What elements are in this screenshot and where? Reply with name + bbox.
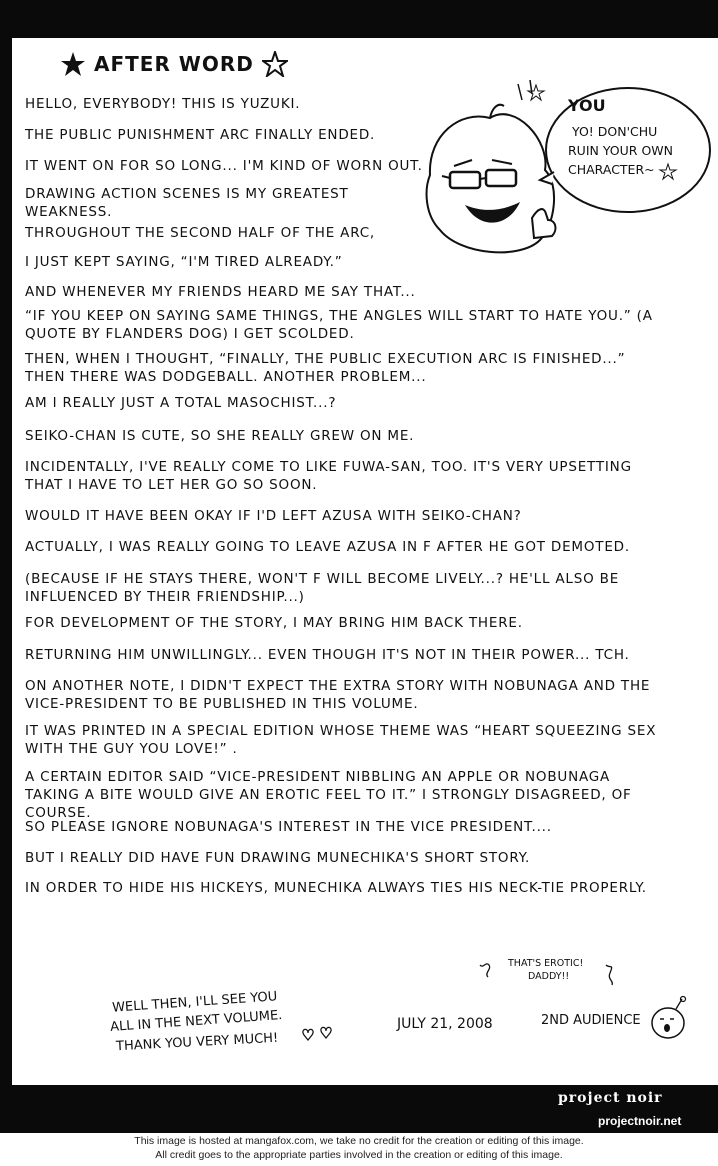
body-line: THEN, WHEN I THOUGHT, “FINALLY, THE PUBLIC EXECUTION ARC IS FINISHED...” THEN THERE WAS DODGEBALL. ANOTHER PROBLEM... (25, 351, 626, 385)
body-line: THROUGHOUT THE SECOND HALF OF THE ARC, (25, 225, 376, 241)
body-line: A CERTAIN EDITOR SAID “VICE-PRESIDENT NIBBLING AN APPLE OR NOBUNAGA TAKING A BITE WOULD GIVE AN EROTIC FEEL TO IT.” I STRONGLY DISAGREED, OF COURSE. (25, 769, 632, 821)
speech-bubble-line: CHARACTER~ (568, 162, 655, 177)
scanlation-logo (548, 1090, 710, 1130)
body-line: FOR DEVELOPMENT OF THE STORY, I MAY BRING HIM BACK THERE. (25, 615, 523, 631)
body-line: WOULD IT HAVE BEEN OKAY IF I'D LEFT AZUSA WITH SEIKO-CHAN? (25, 508, 522, 524)
side-comment-line: DADDY!! (528, 971, 570, 982)
speech-bubble-label: YOU (568, 96, 606, 115)
body-line: “IF YOU KEEP ON SAYING SAME THINGS, THE ANGLES WILL START TO HATE YOU.” (A QUOTE BY FLANDERS DOG) I GET SCOLDED. (25, 308, 653, 342)
left-border (0, 0, 12, 1090)
credit-strip (0, 1133, 718, 1166)
afterword-heading (60, 45, 288, 83)
heart-icon (298, 1025, 338, 1045)
side-comment-line: THAT'S EROTIC! (508, 958, 584, 969)
body-line: ON ANOTHER NOTE, I DIDN'T EXPECT THE EXTRA STORY WITH NOBUNAGA AND THE VICE-PRESIDENT TO BE PUBLISHED IN THIS VOLUME. (25, 678, 651, 712)
closing-line: THANK YOU VERY MUCH! (115, 1030, 279, 1055)
body-line: AND WHENEVER MY FRIENDS HEARD ME SAY THAT... (25, 284, 416, 300)
body-line: IT WAS PRINTED IN A SPECIAL EDITION WHOSE THEME WAS “HEART SQUEEZING SEX WITH THE GUY YOU LOVE!” . (25, 723, 657, 757)
author-character-illustration (420, 80, 715, 270)
date: JULY 21, 2008 (397, 1016, 493, 1032)
star-icon (262, 51, 288, 77)
logo-brand: project noir (558, 1090, 663, 1106)
body-line: (BECAUSE IF HE STAYS THERE, WON'T F WILL BECOME LIVELY...? HE'LL ALSO BE INFLUENCED BY THEIR FRIENDSHIP...) (25, 571, 620, 605)
body-line: HELLO, EVERYBODY! THIS IS YUZUKI. (25, 96, 301, 112)
audience-label: 2ND AUDIENCE (541, 1013, 641, 1028)
credit-line: This image is hosted at mangafox.com, we take no credit for the creation or editing of this image. (134, 1135, 584, 1147)
page-title: AFTER WORD (94, 52, 254, 76)
body-line: RETURNING HIM UNWILLINGLY... EVEN THOUGH IT'S NOT IN THEIR POWER... TCH. (25, 647, 630, 663)
body-line: DRAWING ACTION SCENES IS MY GREATEST WEAKNESS. (25, 186, 349, 220)
side-comment-squiggle (478, 955, 618, 987)
body-line: AM I REALLY JUST A TOTAL MASOCHIST...? (25, 395, 337, 411)
body-line: IN ORDER TO HIDE HIS HICKEYS, MUNECHIKA ALWAYS TIES HIS NECK-TIE PROPERLY. (25, 880, 647, 896)
closing-line: ALL IN THE NEXT VOLUME. (109, 1008, 283, 1035)
speech-bubble-line: YO! DON'CHU (572, 124, 658, 139)
body-line: INCIDENTALLY, I'VE REALLY COME TO LIKE FUWA-SAN, TOO. IT'S VERY UPSETTING THAT I HAVE TO LET HER GO SO SOON. (25, 459, 632, 493)
body-line: SEIKO-CHAN IS CUTE, SO SHE REALLY GREW ON ME. (25, 428, 415, 444)
star-icon (60, 51, 86, 77)
closing-line: WELL THEN, I'LL SEE YOU (111, 989, 278, 1016)
body-line: IT WENT ON FOR SO LONG... I'M KIND OF WORN OUT. (25, 158, 423, 174)
credit-line: All credit goes to the appropriate parties involved in the creation or editing of this image. (155, 1149, 563, 1161)
body-line: I JUST KEPT SAYING, “I'M TIRED ALREADY.” (25, 254, 343, 270)
top-border (0, 0, 718, 38)
body-line: THE PUBLIC PUNISHMENT ARC FINALLY ENDED. (25, 127, 376, 143)
body-line: BUT I REALLY DID HAVE FUN DRAWING MUNECHIKA'S SHORT STORY. (25, 850, 531, 866)
body-line: ACTUALLY, I WAS REALLY GOING TO LEAVE AZUSA IN F AFTER HE GOT DEMOTED. (25, 539, 630, 555)
mascot-face-icon (650, 995, 692, 1041)
body-line: SO PLEASE IGNORE NOBUNAGA'S INTEREST IN THE VICE PRESIDENT.... (25, 819, 552, 835)
speech-bubble-line: RUIN YOUR OWN (568, 143, 673, 158)
logo-site: projectnoir.net (598, 1114, 682, 1128)
